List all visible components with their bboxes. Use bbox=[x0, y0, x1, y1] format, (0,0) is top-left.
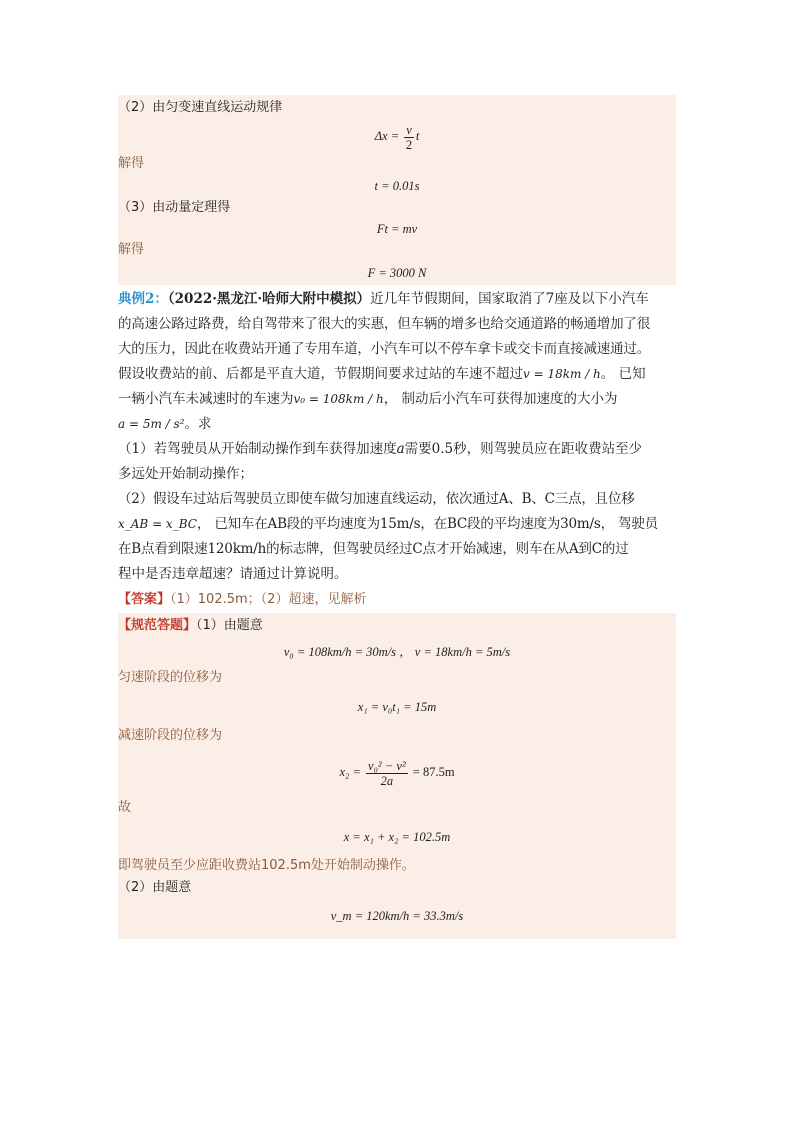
equation-ft: Ft = mv bbox=[376, 222, 418, 236]
problem-text: 近几年节假期间，国家取消了7座及以下小汽车 bbox=[370, 291, 649, 307]
text: （1）由题意 bbox=[196, 618, 263, 633]
answer-line bbox=[118, 588, 676, 611]
symbol-a: a bbox=[396, 441, 405, 457]
solution-eq-speeds: v₀ = 108km/h = 30m/s ， v = 18km/h = 5m/s bbox=[283, 645, 511, 659]
solve-label-2: 解得 bbox=[118, 242, 145, 257]
problem-line-5 bbox=[118, 387, 676, 412]
question-2-line-1: （2）假设车过站后驾驶员立即使车做匀加速直线运动，依次通过A、B、C三点，且位移 bbox=[118, 491, 635, 507]
text: ， 制动后小汽车可获得加速度的大小为 bbox=[383, 391, 618, 407]
solution-label: 【规范答题】 bbox=[118, 618, 197, 633]
solution-intro-2: （2）由题意 bbox=[118, 880, 192, 895]
uniform-phase-label: 匀速阶段的位移为 bbox=[118, 670, 223, 685]
question-1-line-1 bbox=[118, 437, 676, 462]
equation-f: F = 3000 N bbox=[367, 266, 427, 280]
text: （1）若驾驶员从开始制动操作到车获得加速度 bbox=[118, 441, 397, 457]
eq-rhs: t bbox=[415, 129, 420, 143]
solution-eq-x2 bbox=[118, 747, 676, 797]
part2-heading: （2）由匀变速直线运动规律 bbox=[118, 100, 283, 115]
problem-line-4 bbox=[118, 362, 676, 387]
document-page bbox=[118, 95, 676, 939]
answer-text: （1）102.5m；（2）超速，见解析 bbox=[170, 592, 367, 607]
solution-eq-x: x = x₁ + x₂ = 102.5m bbox=[343, 830, 451, 844]
conclusion-1: 即驾驶员至少应距收费站102.5m处开始制动操作。 bbox=[118, 858, 415, 873]
acceleration-formula: a = 5m / s² bbox=[118, 417, 185, 431]
fraction-denominator: 2a bbox=[380, 773, 394, 788]
example-tag: 典例2： bbox=[118, 291, 168, 307]
speed-limit-formula: v = 18km / h bbox=[523, 367, 601, 381]
answer-label: 【答案】 bbox=[118, 592, 171, 607]
fraction-numerator: v bbox=[406, 122, 412, 137]
solution-eq-x1: x₁ = v₀t₁ = 15m bbox=[357, 700, 437, 714]
problem-line-3: 大的压力，因此在收费站开通了专用车道，小汽车可以不停车拿卡或交卡而直接减速通过。 bbox=[118, 341, 650, 357]
text: 。 已知 bbox=[600, 366, 646, 382]
solution-block bbox=[118, 613, 676, 939]
text: 需要0.5秒，则驾驶员应在距收费站至少 bbox=[404, 441, 643, 457]
part3-heading: （3）由动量定理得 bbox=[118, 200, 231, 215]
text: 假设收费站的前、后都是平直大道，节假期间要求过站的车速不超过 bbox=[118, 366, 523, 382]
fraction-denominator: 2 bbox=[405, 137, 413, 152]
equation-t: t = 0.01s bbox=[374, 179, 420, 193]
initial-speed-formula: v₀ = 108km / h bbox=[293, 392, 384, 406]
question-1-line-2: 多远处开始制动操作； bbox=[118, 466, 253, 482]
text: 一辆小汽车未减速时的车速为 bbox=[118, 391, 294, 407]
solution-eq-vm: v_m = 120km/h = 33.3m/s bbox=[330, 909, 464, 923]
fraction-numerator: v₀² − v² bbox=[368, 758, 406, 773]
text: 。求 bbox=[184, 416, 212, 432]
decel-phase-label: 减速阶段的位移为 bbox=[118, 728, 223, 743]
problem-source: （2022·黑龙江·哈师大附中模拟） bbox=[167, 291, 371, 307]
problem-line-6 bbox=[118, 412, 676, 437]
previous-solution-block bbox=[118, 95, 676, 285]
eq-rhs: = 87.5m bbox=[409, 765, 455, 779]
question-2-line-4: 程中是否违章超速？请通过计算说明。 bbox=[118, 566, 348, 582]
therefore-label: 故 bbox=[118, 800, 132, 815]
displacement-formula: x_AB = x_BC bbox=[118, 517, 197, 531]
fraction bbox=[366, 759, 408, 788]
eq-lhs: x₂ = bbox=[339, 765, 365, 779]
question-2-line-3: 在B点看到限速120km/h的标志牌，但驾驶员经过C点才开始减速，则车在从A到C的过 bbox=[118, 541, 629, 557]
question-2-line-2 bbox=[118, 512, 676, 537]
equation-delta-x bbox=[118, 119, 676, 153]
eq-lhs: Δx = bbox=[374, 129, 403, 143]
problem-line-1 bbox=[118, 287, 676, 312]
fraction bbox=[404, 123, 414, 152]
text: ， 已知车在AB段的平均速度为15m/s，在BC段的平均速度为30m/s， 驾驶员 bbox=[196, 516, 658, 532]
solve-label-1: 解得 bbox=[118, 156, 145, 171]
problem-block bbox=[118, 287, 676, 587]
solution-intro bbox=[118, 615, 676, 637]
problem-line-2: 的高速公路过路费，给自驾带来了很大的实惠，但车辆的增多也给交通道路的畅通增加了很 bbox=[118, 316, 650, 332]
